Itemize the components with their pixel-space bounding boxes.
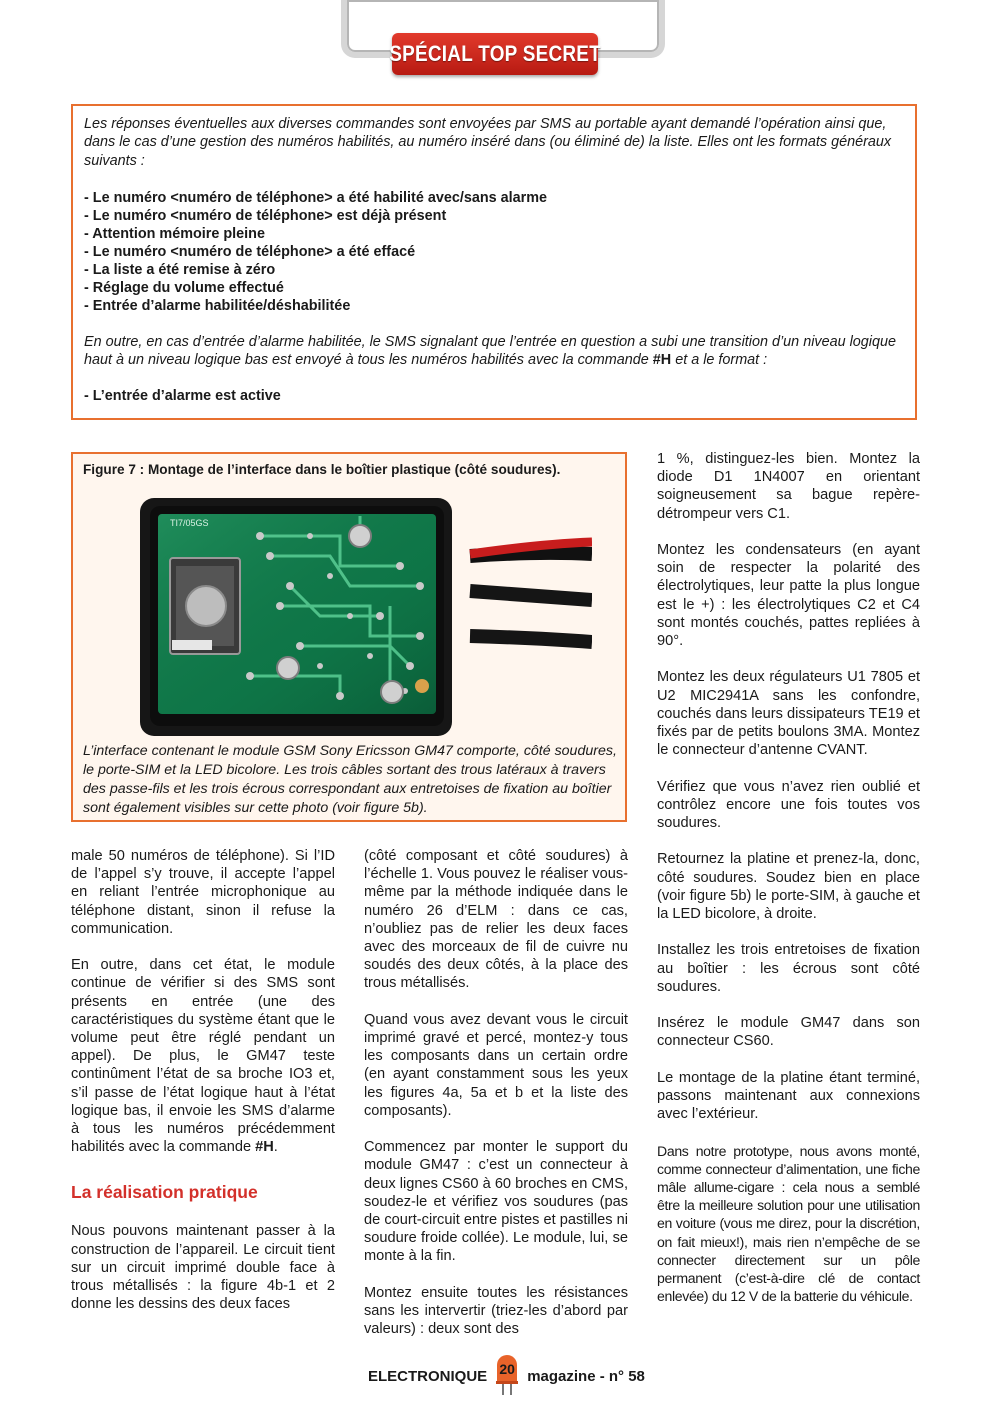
- paragraph: male 50 numéros de téléphone). Si l’ID de l’appel s’y trouve, il accepte l’appel en reliant l’entrée microphonique au téléphone distant, sinon il refuse la communication.: [71, 848, 335, 937]
- paragraph: Dans notre prototype, nous avons monté, comme connecteur d’alimentation, une fiche mâle allume-cigare : cela nous a semblé être la meilleure solution pour une utilisation en voiture (vous me direz, pour la discrétion, on fait mieux!), mais rien n’empêche de se connecter directement sur un pôle permanent (c’est-à-dire clé de contact enlevée) du 12 V de la batterie du véhicule.: [657, 1142, 920, 1305]
- section-title: La réalisation pratique: [71, 1182, 258, 1203]
- paragraph: Commencez par monter le support du module GM47 : c’est un connecteur à deux lignes CS60 à 60 broches en CMS, soudez-le et vérifiez vos soudures (pas de court-circuit entre pistes et pastilles ni soudure froide collée). Le module, lui, se monte à la fin.: [364, 1139, 628, 1265]
- paragraph: Vérifiez que vous n’avez rien oublié et contrôlez encore une fois toutes vos soudures.: [657, 778, 920, 832]
- nut-top: [349, 525, 371, 547]
- responses-list: [84, 189, 906, 315]
- figure-title: Figure 7 : Montage de l’interface dans le boîtier plastique (côté soudures).: [83, 462, 561, 477]
- paragraph: Montez les condensateurs (en ayant soin de respecter la polarité des électrolytiques, leur patte la plus longue est le +) : les électrolytiques C2 et C4 sont montés couchés, pattes repliées à 90°.: [657, 542, 920, 650]
- paragraph: [71, 956, 335, 1156]
- nut-bottom-left: [277, 657, 299, 679]
- list-item: - Le numéro <numéro de téléphone> est déjà présent: [84, 207, 447, 224]
- list-item: - Réglage du volume effectué: [84, 279, 284, 296]
- alarm-paragraph: [84, 333, 906, 370]
- page-number: 20: [499, 1361, 515, 1377]
- list-item: - La liste a été remise à zéro: [84, 261, 276, 278]
- paragraph: (côté composant et côté soudures) à l’échelle 1. Vous pouvez le réaliser vous-même par la méthode indiquée dans le numéro 26 d’ELM : dans ce cas, n’oubliez pas de relier les deux faces avec des morceaux de fil de cuivre nu soudés des deux côtés, à la place des trous métallisés.: [364, 848, 628, 992]
- pcb-photo: [140, 496, 592, 736]
- paragraph: Retournez la platine et prenez-la, donc, côté soudures. Soudez bien en place (voir figure 5b) le porte-SIM, à gauche et la LED bicolore, à droite.: [657, 851, 920, 923]
- paragraph: Insérez le module GM47 dans son connecteur CS60.: [657, 1015, 920, 1050]
- page-footer: [368, 1361, 645, 1388]
- pcb-marking: TI7/05GS: [170, 518, 209, 528]
- paragraph-end: .: [273, 1139, 278, 1156]
- list-item: - Le numéro <numéro de téléphone> a été effacé: [84, 243, 416, 260]
- column-3: [657, 450, 920, 1324]
- paragraph: Montez ensuite toutes les résistances sans les intervertir (triez-les d’abord par valeurs) : deux sont des: [364, 1284, 628, 1338]
- page-number-led: [495, 1363, 519, 1389]
- column-2: [364, 847, 628, 1357]
- list-item: - Entrée d’alarme habilitée/déshabilitée: [84, 297, 351, 314]
- responses-info-box: [71, 104, 917, 420]
- paragraph-text: En outre, dans cet état, le module continue de vérifier si des SMS sont présents en entrée (une des caractéristiques du système étant que le volume peut être réglé pendant un appel). De plus, le GM47 teste continûment l’état de sa broche IO3 et, s’il passe de l’état logique haut à l’état logique bas, il envoie les SMS d’alarme à tous les numéros précédemment habilités avec la commande: [71, 957, 335, 1156]
- alarm-response: - L’entrée d’alarme est active: [84, 388, 281, 405]
- black-cable-2: [470, 591, 592, 600]
- alarm-text-end: et a le format :: [671, 352, 768, 369]
- nut-bottom-right: [381, 681, 403, 703]
- header-banner: [389, 33, 601, 75]
- paragraph: 1 %, distinguez-les bien. Montez la diode D1 1N4007 en orientant soigneusement sa bague repère-détrompeur vers C1.: [657, 451, 920, 522]
- list-item: - Le numéro <numéro de téléphone> a été habilité avec/sans alarme: [84, 189, 548, 206]
- magazine-issue: magazine - n° 58: [527, 1367, 645, 1385]
- column-1: [71, 847, 335, 1332]
- paragraph: Installez les trois entretoises de fixation au boîtier : les écrous sont côté soudures.: [657, 942, 920, 995]
- list-item: - Attention mémoire pleine: [84, 225, 265, 242]
- figure-7-box: [71, 452, 627, 822]
- paragraph: Montez les deux régulateurs U1 7805 et U2 MIC2941A sans les confondre, couchés dans leurs dissipateurs TE19 et fixés par de petits boulons 3MA. Montez le connecteur d’antenne CVANT.: [657, 669, 920, 759]
- paragraph: Le montage de la platine étant terminé, passons maintenant aux connexions avec l’extérieur.: [657, 1069, 920, 1123]
- banner-title: SPÉCIAL TOP SECRET: [389, 41, 601, 66]
- black-cable-3: [470, 636, 592, 642]
- command-h: #H: [255, 1139, 274, 1156]
- paragraph: Nous pouvons maintenant passer à la construction de l’appareil. Le circuit tient sur un circuit imprimé double face à trous métallisés : la figure 4b-1 et 2 donne les dessins des deux faces: [71, 1223, 335, 1313]
- alarm-command: #H: [652, 352, 672, 369]
- bicolor-led: [415, 679, 429, 693]
- figure-caption: L’interface contenant le module GSM Sony Ericsson GM47 comporte, côté soudures, le porte-SIM et la LED bicolore. Les trois câbles sortant des trous latéraux à travers des passe-fils et les trois écrous correspondant aux entretoises de fixation au boîtier sont également visibles sur cette photo (voir figure 5b).: [83, 743, 617, 816]
- paragraph: Quand vous avez devant vous le circuit imprimé gravé et percé, montez-y tous les composants dans un certain ordre (en ayant constamment sous les yeux les figures 4a, 5a et b et la liste des composants).: [364, 1011, 628, 1119]
- info-intro: Les réponses éventuelles aux diverses commandes sont envoyées par SMS au portable ayant demandé l’opération ainsi que, dans le cas d’une gestion des numéros habilités, au numéro inséré dans (ou éliminé de) la liste. Elles ont les formats généraux suivants :: [84, 116, 892, 169]
- magazine-name: ELECTRONIQUE: [368, 1367, 488, 1385]
- alarm-text: En outre, en cas d’entrée d’alarme habilitée, le SMS signalant que l’entrée en question a subi une transition d’un niveau logique haut à un niveau logique bas est envoyé à tous les numéros habilités avec la commande: [84, 333, 897, 369]
